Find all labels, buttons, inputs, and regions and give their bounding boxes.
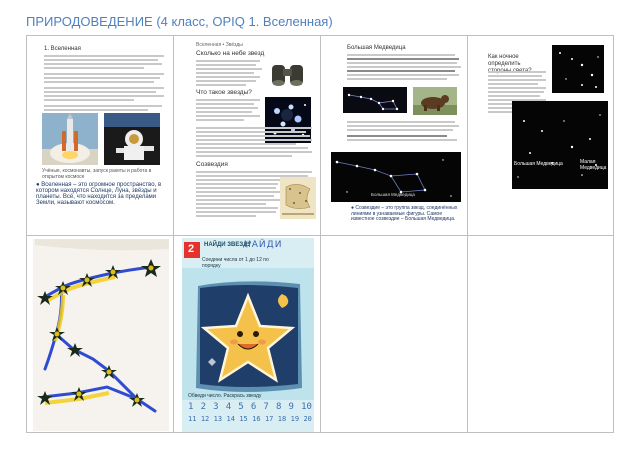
thumbnail-crayon-big-dipper[interactable] [33, 239, 169, 431]
worksheet-number: 2 [188, 243, 195, 255]
trace-number: 17 [264, 415, 274, 423]
binoculars-photo [270, 59, 306, 87]
rocket-launch-photo [42, 113, 98, 165]
thumbnail-universe-intro[interactable] [28, 37, 172, 234]
thumbnail-night-orientation[interactable] [468, 37, 614, 234]
task-1-text: Соедини числа от 1 до 12 по порядку [202, 257, 269, 269]
label-big-dipper: Большая Медведица [514, 161, 563, 167]
trace-number: 14 [226, 415, 235, 423]
bear-photo [413, 87, 457, 115]
star-map-illustration [280, 177, 316, 219]
empty-cell-7 [321, 236, 466, 432]
label-little-dipper: Малая Медведица [580, 159, 607, 171]
trace-number: 4 [225, 402, 232, 412]
section-heading-orientation: Как ночное определить [488, 54, 521, 67]
trace-number: 15 [239, 415, 248, 423]
ursa-major-sky-photo [343, 87, 407, 113]
number-row-2 [188, 415, 312, 423]
trace-number: 19 [290, 415, 300, 423]
trace-number: 1 [188, 402, 194, 412]
trace-number: 20 [303, 415, 312, 423]
label-ursa-major: Большая Медведица [371, 192, 415, 197]
section-heading-constellations: Созвездия [196, 161, 228, 168]
photo-caption: Учёные, космонавты, запуск ракеты и работа в открытом космосе [42, 168, 152, 180]
worksheet-header: НАЙДИ ЗВЕЗДУ [204, 242, 252, 248]
trace-number: 6 [250, 402, 257, 412]
gallery-grid [26, 35, 614, 433]
trace-number: 11 [188, 415, 197, 423]
thumbnail-stars-page[interactable] [174, 37, 319, 234]
astronaut-photo [104, 113, 160, 165]
section-heading-how-many: Сколько на небе звезд [196, 50, 265, 57]
trace-number: 3 [213, 402, 219, 412]
handwritten-word: НАЙДИ [244, 240, 283, 250]
trace-number: 9 [288, 402, 294, 412]
section-heading-what-are-stars: Что такое звезды? [196, 89, 252, 96]
number-row-1 [188, 402, 312, 412]
trace-number: 2 [200, 402, 206, 412]
little-dipper-photo [552, 45, 604, 93]
trace-number: 12 [200, 415, 210, 423]
trace-number: 8 [275, 402, 282, 412]
trace-number: 16 [252, 415, 261, 423]
trace-number: 13 [213, 415, 223, 423]
empty-cell-8 [468, 236, 614, 432]
section-heading-ursa-major: Большая Медведица [347, 45, 406, 51]
page-heading: 1. Вселенная [44, 46, 81, 52]
page-title: ПРИРОДОВЕДЕНИЕ (4 класс, OPIQ 1. Вселенная) [26, 14, 333, 29]
breadcrumb: Вселенная • Звёзды [196, 42, 243, 48]
thumbnail-worksheet-star[interactable] [182, 238, 314, 432]
summary-bullet: ● Вселенная – это огромное пространство, в котором находятся Солнце, Луна, звёзды и планеты. Всё, что находится за пределами Земли, называют космосом. [36, 182, 162, 206]
trace-number: 5 [238, 402, 244, 412]
trace-number: 7 [263, 402, 269, 412]
big-dipper-night-photo [512, 101, 608, 189]
trace-number: 18 [277, 415, 287, 423]
task-2-text: Обведи число. Раскрась звезду [188, 393, 262, 399]
thumbnail-big-dipper-constellation[interactable] [321, 148, 466, 234]
crayon-drawing [33, 239, 169, 431]
constellation-bullet: ● Созвездие – это группа звезд, соединённых линиями в узнаваемые фигуры. Самое известное созвездие – Большая Медведица. [351, 205, 458, 222]
trace-number: 10 [301, 402, 312, 412]
